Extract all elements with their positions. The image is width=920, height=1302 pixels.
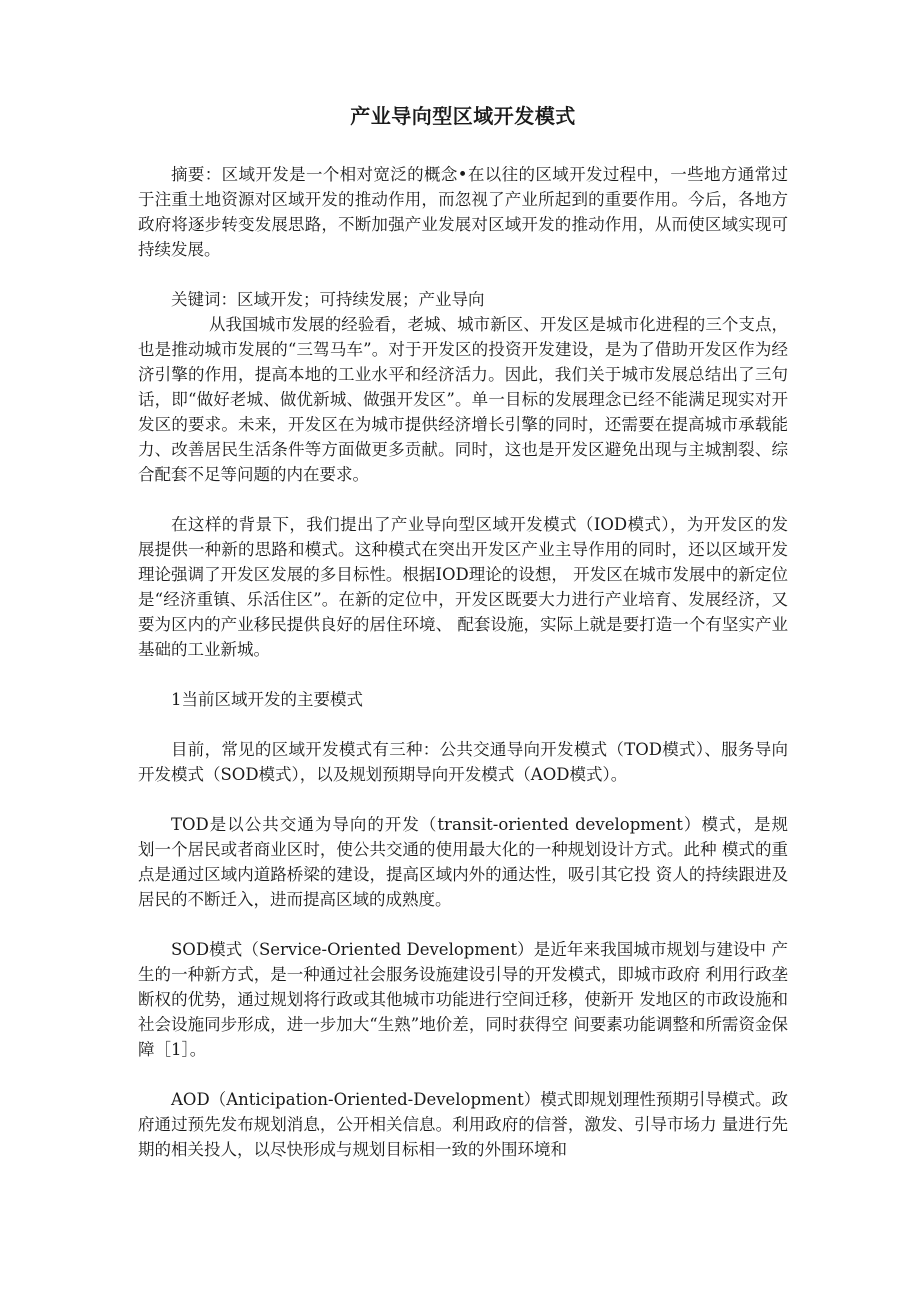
keywords-paragraph: 关键词：区域开发；可持续发展；产业导向 bbox=[171, 290, 485, 309]
modes-overview-paragraph: 目前，常见的区域开发模式有三种：公共交通导向开发模式（TOD模式）、服务导向开发模式（SOD模式），以及规划预期导向开发模式（AOD模式）。 bbox=[138, 740, 788, 784]
background-paragraph: 在这样的背景下，我们提出了产业导向型区域开发模式（IOD模式），为开发区的发展提供一种新的思路和模式。这种模式在突出开发区产业主导作用的同时，还以区域开发理论强调了开发区发展的多目标性。根据IOD理论的设想， 开发区在城市发展中的新定位是“经济重镇、乐活住区”。在新的定位中，开发区既要大力进行产业培育、发展经济，又要为区内的产业移民提供良好的居住环境、 配套设施，实际上就是要打造一个有坚实产业基础的工业新城。 bbox=[138, 515, 788, 659]
abstract-paragraph: 摘要：区域开发是一个相对宽泛的概念•在以往的区域开发过程中，一些地方通常过于注重土地资源对区域开发的推动作用，而忽视了产业所起到的重要作用。今后，各地方政府将逐步转变发展思路，不断加强产业发展对区域开发的推动作用，从而使区域实现可持续发展。 bbox=[138, 165, 788, 259]
tod-paragraph: TOD是以公共交通为导向的开发（transit-oriented development）模式，是规 划一个居民或者商业区时，使公共交通的使用最大化的一种规划设计方式。此种 模式的重点是通过区域内道路桥梁的建设，提高区域内外的通达性，吸引其它投 资人的持续跟进及居民的不断迁入，进而提高区域的成熟度。 bbox=[138, 815, 788, 909]
section-heading: 1当前区域开发的主要模式 bbox=[171, 690, 363, 709]
page-title: 产业导向型区域开发模式 bbox=[350, 104, 576, 128]
intro-paragraph: 从我国城市发展的经验看，老城、城市新区、开发区是城市化进程的三个支点，也是推动城市发展的“三驾马车”。对于开发区的投资开发建设，是为了借助开发区作为经济引擎的作用，提高本地的工业水平和经济活力。因此，我们关于城市发展总结出了三句话，即“做好老城、做优新城、做强开发区”。单一目标的发展理念已经不能满足现实对开发区的要求。未来，开发区在为城市提供经济增长引擎的同时，还需要在提高城市承载能力、改善居民生活条件等方面做更多贡献。同时，这也是开发区避免出现与主城割裂、综合配套不足等问题的内在要求。 bbox=[138, 315, 788, 484]
document-page bbox=[138, 100, 788, 1162]
sod-paragraph: SOD模式（Service-Oriented Development）是近年来我国城市规划与建设中 产生的一种新方式，是一种通过社会服务设施建设引导的开发模式，即城市政府 利用行政垄断权的优势，通过规划将行政或其他城市功能进行空间迁移，使新开 发地区的市政设施和社会设施同步形成，进一步加大“生熟”地价差，同时获得空 间要素功能调整和所需资金保障［1］。 bbox=[138, 940, 788, 1059]
aod-paragraph: AOD（Anticipation-Oriented-Development）模式即规划理性预期引导模式。政 府通过预先发布规划消息，公开相关信息。利用政府的信誉，激发、引导市场力 量进行先期的相关投人，以尽快形成与规划目标相一致的外围环境和 bbox=[138, 1090, 788, 1159]
